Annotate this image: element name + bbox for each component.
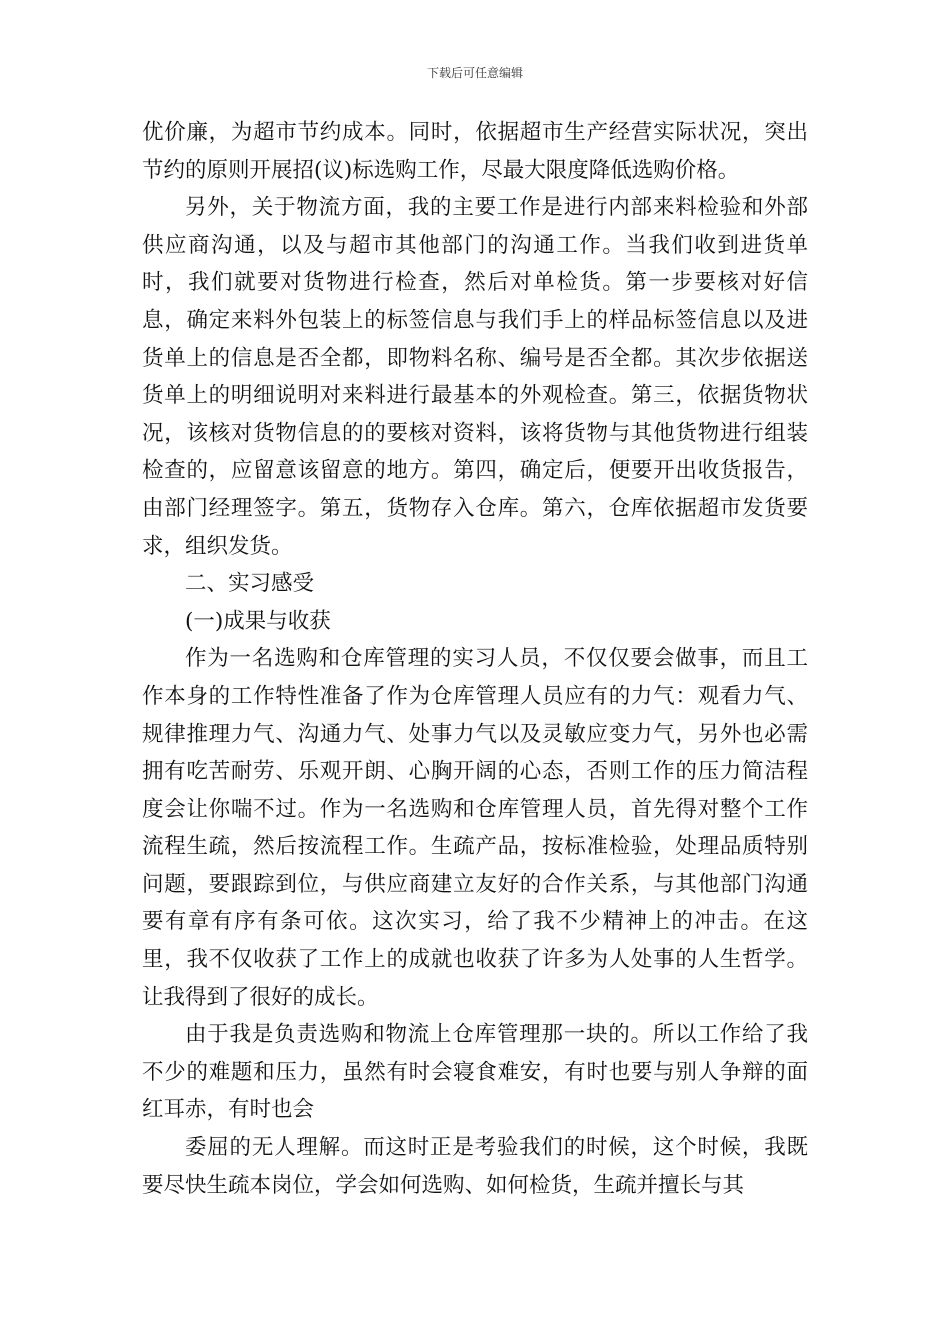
page-header: 下载后可任意编辑 — [426, 66, 523, 80]
paragraph-4: 由于我是负责选购和物流上仓库管理那一块的。所以工作给了我不少的难题和压力，虽然有时会寝食难安，有时也要与别人争辩的面红耳赤，有时也会 — [142, 1022, 808, 1123]
paragraph-5: 委屈的无人理解。而这时正是考验我们的时候，这个时候，我既要尽快生疏本岗位，学会如何选购、如何检货，生疏并擅长与其 — [142, 1135, 808, 1198]
paragraph-3: 作为一名选购和仓库管理的实习人员，不仅仅要会做事，而且工作本身的工作特性准备了作为仓库管理人员应有的力气：观看力气、规律推理力气、沟通力气、处事力气以及灵敏应变力气，另外也必需拥有吃苦耐劳、乐观开朗、心胸开阔的心态，否则工作的压力简洁程度会让你喘不过。作为一名选购和仓库管理人员，首先得对整个工作流程生疏，然后按流程工作。生疏产品，按标准检验，处理品质特别问题，要跟踪到位，与供应商建立友好的合作关系，与其他部门沟通要有章有序有条可依。这次实习，给了我不少精神上的冲击。在这里，我不仅收获了工作上的成就也收获了许多为人处事的人生哲学。让我得到了很好的成长。 — [142, 646, 808, 1010]
paragraph-1: 优价廉，为超市节约成本。同时，依据超市生产经营实际状况，突出节约的原则开展招(议)标选购工作，尽最大限度降低选购价格。 — [142, 120, 808, 183]
subsection-heading: (一)成果与收获 — [185, 608, 331, 634]
section-heading: 二、实习感受 — [185, 571, 315, 597]
document-body — [142, 114, 808, 1204]
paragraph-2: 另外，关于物流方面，我的主要工作是进行内部来料检验和外部供应商沟通，以及与超市其他部门的沟通工作。当我们收到进货单时，我们就要对货物进行检查，然后对单检货。第一步要核对好信息，确定来料外包装上的标签信息与我们手上的样品标签信息以及进货单上的信息是否全都，即物料名称、编号是否全都。其次步依据送货单上的明细说明对来料进行最基本的外观检查。第三，依据货物状况，该核对货物信息的的要核对资料，该将货物与其他货物进行组装检查的，应留意该留意的地方。第四，确定后，便要开出收货报告，由部门经理签字。第五，货物存入仓库。第六，仓库依据超市发货要求，组织发货。 — [142, 195, 808, 559]
